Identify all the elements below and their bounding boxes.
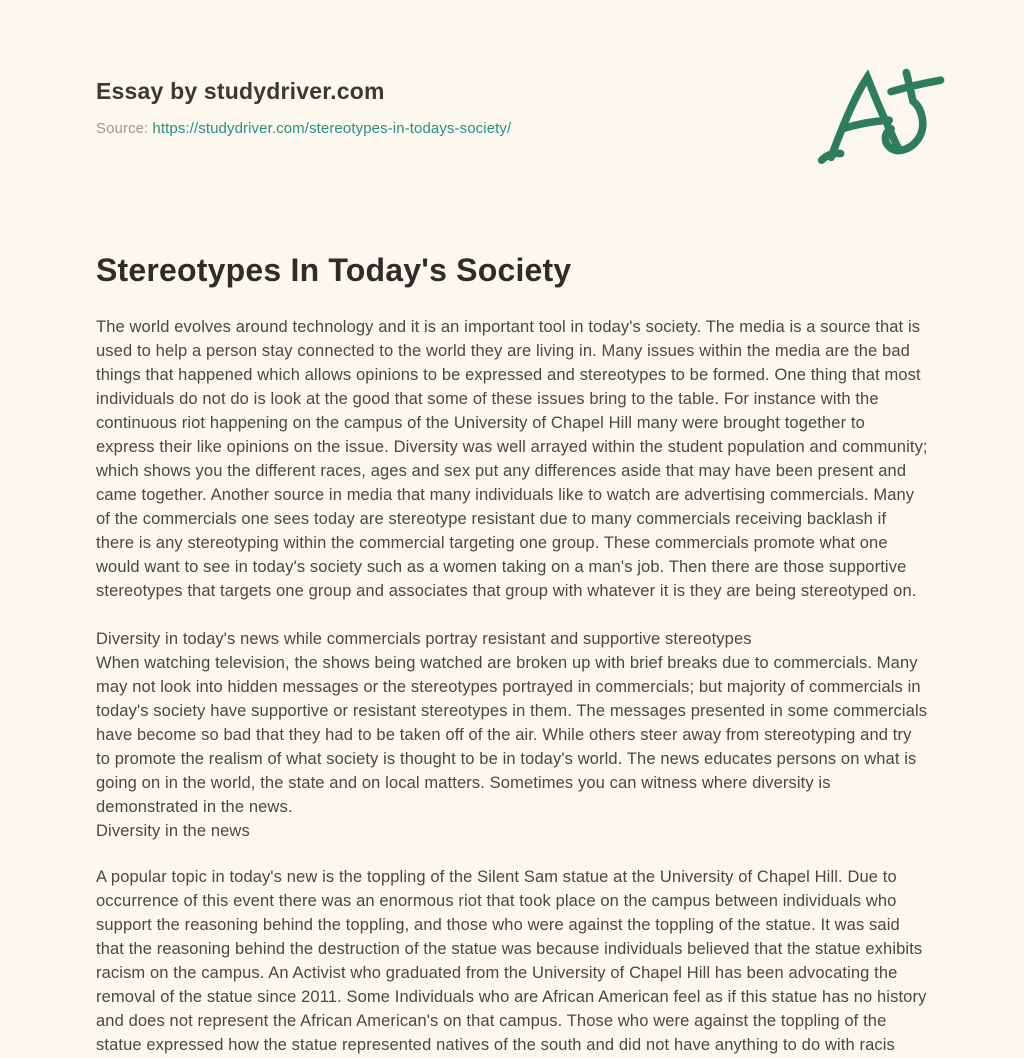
- page-header: [96, 0, 928, 137]
- essay-paragraph-block: [96, 627, 928, 843]
- source-line: [96, 120, 928, 137]
- studydriver-a-plus-logo-icon: [814, 58, 952, 170]
- source-link[interactable]: https://studydriver.com/stereotypes-in-todays-society/: [152, 120, 512, 137]
- subsection-heading: Diversity in the news: [96, 822, 250, 840]
- essay-paragraph-3: A popular topic in today's new is the toppling of the Silent Sam statue at the University of Chapel Hill. Due to occurrence of this event there was an enormous riot that took place on the campus between individuals who support the reasoning behind the toppling, and those who were against the toppling of the statue. It was said that the reasoning behind the destruction of the statue was because individuals believed that the statue exhibits racism on the campus. An Activist who graduated from the University of Chapel Hill has been advocating the removal of the statue since 2011. Some Individuals who are African American feel as if this statue has no history and does not represent the African American's on that campus. Those who were against the toppling of the statue expressed how the statue represented natives of the south and did not have anything to do with racis: [96, 868, 927, 1054]
- essay-content: [96, 251, 928, 1057]
- essay-body: [96, 315, 928, 1057]
- source-label: Source:: [96, 120, 149, 137]
- essay-paragraph-2: When watching television, the shows being watched are broken up with brief breaks due to commercials. Many may not look into hidden messages or the stereotypes portrayed in commercials; but majority of commercials in today's society have supportive or resistant stereotypes in them. The messages presented in some commercials have become so bad that they had to be taken off of the air. While others steer away from stereotyping and try to promote the realism of what society is thought to be in today's world. The news educates persons on what is going on in the world, the state and on local matters. Sometimes you can witness where diversity is demonstrated in the news.: [96, 654, 928, 816]
- section-heading: Diversity in today's news while commercials portray resistant and supportive stereotypes: [96, 630, 752, 648]
- essay-paragraph-1: The world evolves around technology and it is an important tool in today's society. The media is a source that is used to help a person stay connected to the world they are living in. Many issues within the media are the bad things that happened which allows opinions to be expressed and stereotypes to be formed. One thing that most individuals do not do is look at the good that some of these issues bring to the table. For instance with the continuous riot happening on the campus of the University of Chapel Hill many were brought together to express their like opinions on the issue. Diversity was well arrayed within the student population and community; which shows you the different races, ages and sex put any differences aside that may have been present and came together. Another source in media that many individuals like to watch are advertising commercials. Many of the commercials one sees today are stereotype resistant due to many commercials receiving backlash if there is any stereotyping within the commercial targeting one group. These commercials promote what one would want to see in today's society such as a women taking on a man's job. Then there are those supportive stereotypes that targets one group and associates that group with whatever it is they are being stereotyped on.: [96, 318, 928, 600]
- essay-title: Stereotypes In Today's Society: [96, 252, 572, 288]
- header-title: Essay by studydriver.com: [96, 78, 385, 104]
